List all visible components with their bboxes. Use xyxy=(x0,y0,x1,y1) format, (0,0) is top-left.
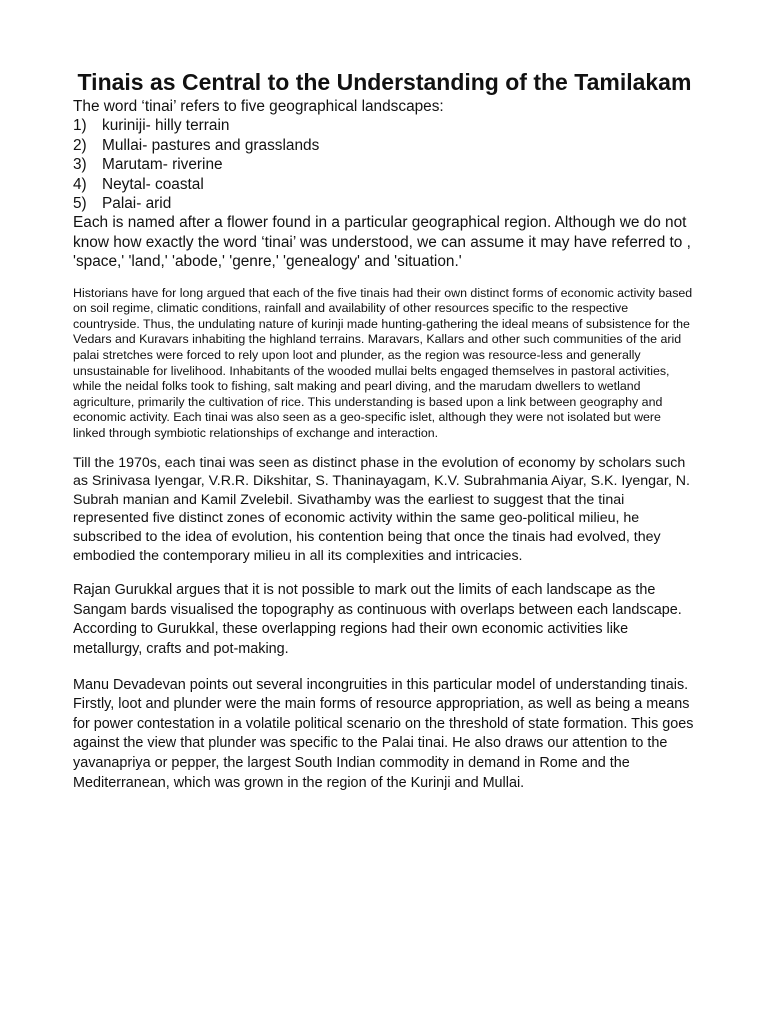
body-paragraph-historians: Historians have for long argued that each of the five tinais had their own distinct forms of economic activity based on soil regime, climatic conditions, rainfall and availability of other resources specific to the respective countryside. Thus, the undulating nature of kurinji made hunting-gathering the ideal means of subsistence for the Vedars and Kuravars inhabiting the highland terrains. Maravars, Kallars and other such communities of the arid palai stretches were forced to rely upon loot and plunder, as the region was resource-less and generally unsustainable for livelihood. Inhabitants of the wooded mullai belts engaged themselves in pastoral activities, while the neidal folks took to fishing, salt making and pearl diving, and the marudam dwellers to wetland agriculture, primarily the cultivation of rice. This understanding is based upon a link between geography and economic activity. Each tinai was also seen as a geo-specific islet, although they were not isolated but were linked through symbiotic relationships of exchange and interaction. xyxy=(73,285,693,440)
list-number: 2) xyxy=(73,136,87,154)
list-text: Neytal- coastal xyxy=(102,175,204,193)
intro-text: The word ‘tinai’ refers to five geographical landscapes: xyxy=(73,98,444,115)
landscape-list xyxy=(73,116,696,213)
list-item xyxy=(73,155,696,174)
list-item xyxy=(73,194,696,213)
list-number: 3) xyxy=(73,156,87,174)
list-text: Mullai- pastures and grasslands xyxy=(102,136,320,154)
page-title: Tinais as Central to the Understanding of the Tamilakam xyxy=(77,69,692,95)
list-item xyxy=(73,116,696,135)
list-item xyxy=(73,175,696,194)
body-paragraph-devadevan: Manu Devadevan points out several incongruities in this particular model of understanding tinais. Firstly, loot and plunder were the main forms of resource appropriation, as well as being a means for power contestation in a volatile political scenario on the threshold of state formation. This goes against the view that plunder was specific to the Palai tinai. He also draws our attention to the yavanapriya or pepper, the largest South Indian commodity in demand in Rome and the Mediterranean, which was grown in the region of the Kurinji and Mullai. xyxy=(73,676,694,791)
list-number: 1) xyxy=(73,117,87,135)
list-text: Palai- arid xyxy=(102,195,172,213)
naming-paragraph: Each is named after a flower found in a particular geographical region. Although we do not know how exactly the word ‘tinai’ was understood, we can assume it may have referred to , 'space,' 'land,' 'abode,' 'genre,' 'genealogy' and 'situation.' xyxy=(73,214,691,271)
list-number: 4) xyxy=(73,175,87,193)
list-text: kuriniji- hilly terrain xyxy=(102,117,230,135)
list-number: 5) xyxy=(73,195,87,213)
body-paragraph-gurukkal: Rajan Gurukkal argues that it is not possible to mark out the limits of each landscape as the Sangam bards visualised the topography as continuous with overlaps between each landscape. According to Gurukkal, these overlapping regions had their own economic activities like metallurgy, crafts and pot-making. xyxy=(73,582,682,657)
list-item xyxy=(73,136,696,155)
list-text: Marutam- riverine xyxy=(102,156,223,174)
body-paragraph-1970s: Till the 1970s, each tinai was seen as distinct phase in the evolution of economy by scholars such as Srinivasa Iyengar, V.R.R. Dikshitar, S. Thaninayagam, K.V. Subrahmania Aiyar, S.K. Iyengar, N. Subrah manian and Kamil Zvelebil. Sivathamby was the earliest to suggest that the tinai represented five distinct zones of economic activity within the same geo-political milieu, he subscribed to the idea of evolution, his contention being that once the tinais had evolved, they embodied the contemporary milieu in all its complexities and intricacies. xyxy=(73,454,690,564)
